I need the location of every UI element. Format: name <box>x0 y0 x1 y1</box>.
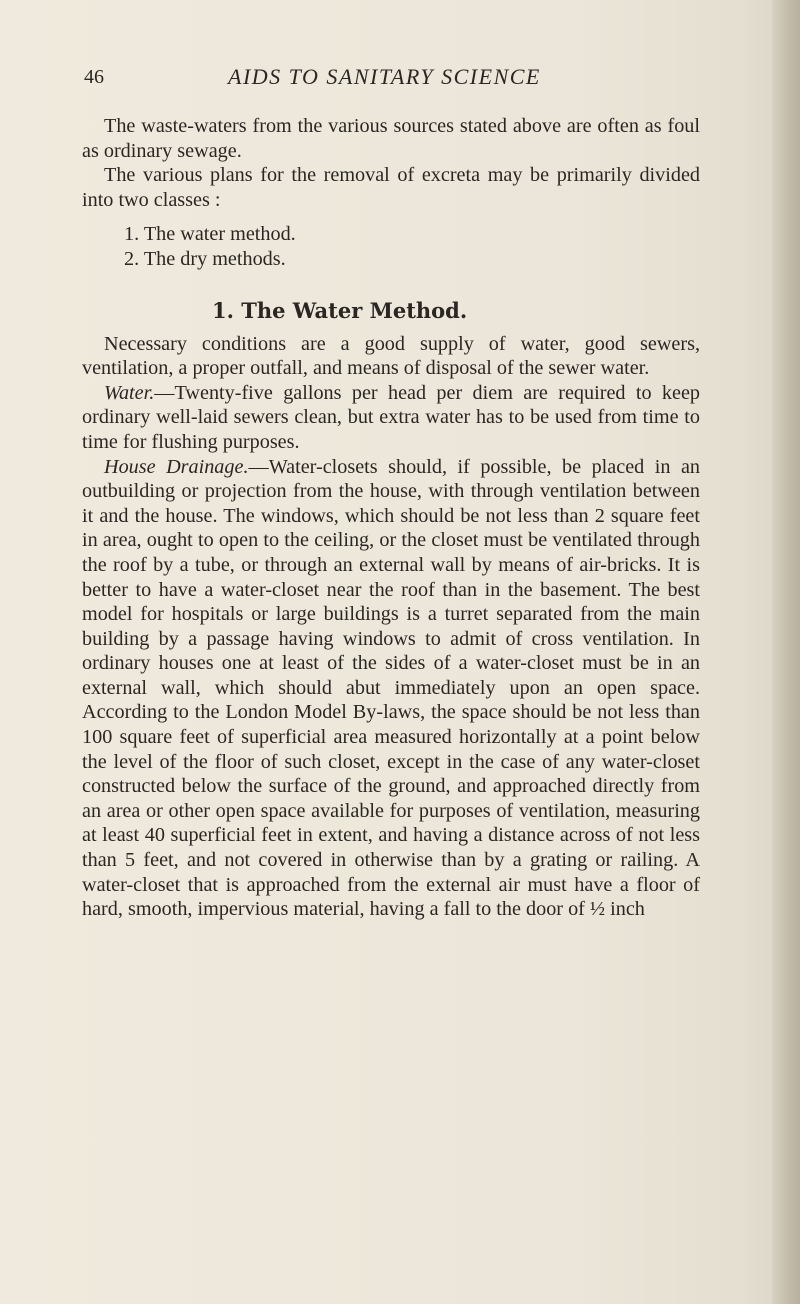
house-drainage-text: —Water-closets should, if possible, be placed in an outbuilding or projection from the house, with through ventilation between it and the house. The windows, which should be not less than 2 square feet in area, ought to open to the ceiling, or the closet must be ventilated through the roof by a tube, or through an external wall by means of air-bricks. It is better to have a water-closet near the roof than in the basement. The best model for hospitals or large buildings is a turret separated from the main building by a passage having windows to admit of cross ventilation. In ordinary houses one at least of the sides of a water-closet must be in an external wall, which should abut immediately upon an open space. According to the London Model By-laws, the space should be not less than 100 square feet of superficial area measured horizontally at a point below the level of the floor of such closet, except in the case of any water-closet constructed below the surface of the ground, and approached directly from an area or other open space available for purposes of ventilation, measuring at least 40 superficial feet in extent, and having a distance across of not less than 5 feet, and not covered in otherwise than by a grating or railing. A water-closet that is approached from the external air must have a floor of hard, smooth, impervious material, having a fall to the door of ½ inch <box>82 455 700 921</box>
list-item: 2. The dry methods. <box>124 247 286 270</box>
paragraph-waste-waters: The waste-waters from the various sources stated above are often as foul as ordinary sewage. <box>82 115 700 162</box>
page-body <box>82 114 700 922</box>
methods-list <box>82 222 700 271</box>
page-edge-shadow <box>772 0 800 1304</box>
paragraph-removal-plans: The various plans for the removal of excreta may be primarily divided into two classes : <box>82 164 700 211</box>
water-text: —Twenty-five gallons per head per diem are required to keep ordinary well-laid sewers clean, but extra water has to be used from time to time for flushing purposes. <box>82 381 700 453</box>
water-lead: Water. <box>104 381 155 404</box>
page-number: 46 <box>84 66 104 88</box>
paragraph-house-drainage <box>82 455 700 922</box>
house-drainage-lead: House Drainage. <box>104 455 249 478</box>
paragraph-necessary-conditions: Necessary conditions are a good supply of water, good sewers, ventilation, a proper outfall, and means of disposal of the sewer water. <box>82 332 700 380</box>
running-title: AIDS TO SANITARY SCIENCE <box>228 64 541 89</box>
list-item: 1. The water method. <box>124 223 296 246</box>
section-heading: 1. The Water Method. <box>212 297 468 323</box>
paragraph-water <box>82 381 700 455</box>
page-header <box>84 58 644 98</box>
